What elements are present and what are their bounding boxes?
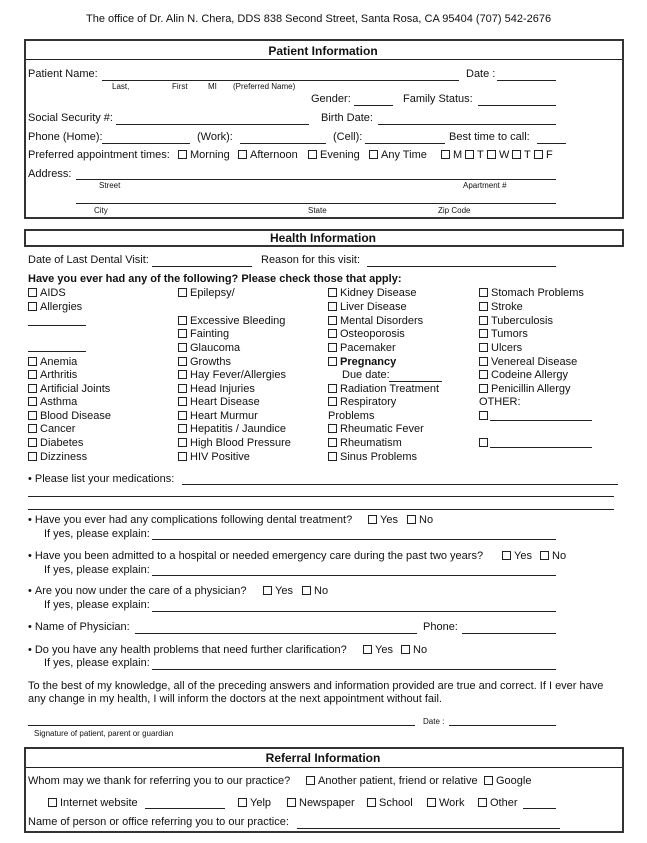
patient-name-label: Patient Name: [28, 68, 98, 80]
cond-growths[interactable]: Growths [178, 356, 231, 368]
referral-title: Referral Information [265, 751, 381, 765]
phone-cell-field[interactable] [365, 143, 445, 144]
cond-cancer[interactable]: Cancer [28, 423, 75, 435]
other-field-2[interactable] [490, 447, 592, 448]
cond-pregnancy[interactable]: Pregnancy [328, 356, 396, 368]
ref-name-field[interactable] [297, 828, 560, 829]
cond-glaucoma[interactable]: Glaucoma [178, 342, 240, 354]
anytime-checkbox[interactable]: Any Time [369, 149, 427, 161]
phone-work-field[interactable] [240, 143, 326, 144]
cond-codeine[interactable]: Codeine Allergy [479, 369, 568, 381]
cond-aids[interactable]: AIDS [28, 287, 66, 299]
afternoon-checkbox[interactable]: Afternoon [238, 149, 298, 161]
cond-liver[interactable]: Liver Disease [328, 301, 407, 313]
ssn-field[interactable] [116, 124, 309, 125]
dental-form-page: The office of Dr. Alin N. Chera, DDS 838 Second Street, Santa Rosa, CA 95404 (707) 542-2676 Patient Information Patient Name: Date : Last, First MI (Preferred Name) Gender: Family Status: Social Security #: Birth Date: Phone (Home): (Work): (Cell): Best time to call: Preferred appointment times: Morning Afternoon Evening Any Time M T W T F Address: Street Apartment # City State Zip Code Health Information Date of Last Dental Visit: Reason for this visit: Have you ever had any of the following? Please check those that apply: AIDS Allergies Anemia Arthritis Artificial Joints Asthma Blood Disease Cancer Diabetes Dizziness Epilepsy/ Excessive Bleeding Fainting Glaucoma Growths Hay Fever/Allergies Head Injuries Heart Disease Heart Murmur Hepatitis / Jaundice High Blood Pressure HIV Positive Kidney Disease Liver Disease Mental Disorders Osteoporosis Pacemaker Pregnancy Due date: Radiation Treatment Respiratory Problems Rheumatic Fever Rheumatism Sinus Problems Stomach Problems Stroke Tuberculosis Tumors Ulcers Venereal Disease Codeine Allergy Penicillin Allergy OTHER: • Please list your medications: • Have you ever had any complications following dental treatment? Yes No If yes, please explain: • Have you been admitted to a hospital or needed emergency care during the past two years? Yes No If yes, please explain: • Are you now under the care of a physician? Yes No If yes, please explain: • Name of Physician: Phone: • Do you have any health problems that need further clarification? Yes No If yes, please explain: To the best of my knowledge, all of the preceding answers and information provided are true and correct. If I ever have any change in my health, I will inform the doctors at the next appointment without fail. Date : Signature of patient, parent or guardian Referral Information Whom may we thank for referring you to our practice? Another patient, friend or relative Google Internet website Yelp Newspaper School Work Other Name of person or office referring you to our practice: [0, 0, 647, 843]
cond-respiratory[interactable]: Respiratory [328, 396, 396, 408]
complications-no[interactable]: No [407, 514, 433, 526]
date-label: Date : [466, 68, 496, 80]
ref-school[interactable]: School [367, 797, 413, 809]
cond-stroke[interactable]: Stroke [479, 301, 523, 313]
hospital-explain-field[interactable] [152, 575, 556, 576]
cond-osteoporosis[interactable]: Osteoporosis [328, 328, 405, 340]
cond-head-injuries[interactable]: Head Injuries [178, 383, 255, 395]
cond-venereal[interactable]: Venereal Disease [479, 356, 577, 368]
medications-label: • Please list your medications: [28, 473, 174, 485]
ref-google[interactable]: Google [484, 775, 531, 787]
hospital-no[interactable]: No [540, 550, 566, 562]
cond-tumors[interactable]: Tumors [479, 328, 528, 340]
birth-date-field[interactable] [378, 124, 556, 125]
morning-checkbox[interactable]: Morning [178, 149, 230, 161]
complications-yes[interactable]: Yes [368, 514, 398, 526]
day-t-checkbox[interactable]: T [465, 149, 484, 161]
physician-phone-field[interactable] [462, 633, 556, 634]
physician-explain-field[interactable] [152, 611, 556, 612]
cond-rheumatic-fever[interactable]: Rheumatic Fever [328, 423, 424, 435]
other-field-1[interactable] [490, 420, 592, 421]
cond-heart-disease[interactable]: Heart Disease [178, 396, 260, 408]
cond-rheumatism[interactable]: Rheumatism [328, 437, 402, 449]
patient-info-title: Patient Information [268, 44, 378, 58]
hospital-yes[interactable]: Yes [502, 550, 532, 562]
due-date-field[interactable] [389, 381, 442, 382]
office-header: The office of Dr. Alin N. Chera, DDS 838 Second Street, Santa Rosa, CA 95404 (707) 542-2676 [86, 13, 552, 25]
phone-home-field[interactable] [102, 143, 190, 144]
cond-asthma[interactable]: Asthma [28, 396, 77, 408]
best-time-field[interactable] [537, 143, 566, 144]
problems-explain-field[interactable] [152, 669, 556, 670]
cond-high-blood-pressure[interactable]: High Blood Pressure [178, 437, 291, 449]
evening-checkbox[interactable]: Evening [308, 149, 360, 161]
cond-mental[interactable]: Mental Disorders [328, 315, 423, 327]
cond-hay-fever[interactable]: Hay Fever/Allergies [178, 369, 286, 381]
conditions-question: Have you ever had any of the following? Please check those that apply: [28, 273, 402, 285]
ref-newspaper[interactable]: Newspaper [287, 797, 355, 809]
day-th-checkbox[interactable]: T [512, 149, 531, 161]
physician-no[interactable]: No [302, 585, 328, 597]
cond-hiv[interactable]: HIV Positive [178, 451, 250, 463]
statement-line-2: any change in my health, I will inform the doctors at the next appointment without fail. [28, 693, 442, 705]
reason-field[interactable] [367, 266, 556, 267]
last-visit-field[interactable] [152, 266, 252, 267]
physician-yes[interactable]: Yes [263, 585, 293, 597]
cond-arthritis[interactable]: Arthritis [28, 369, 77, 381]
cond-dizziness[interactable]: Dizziness [28, 451, 87, 463]
signature-date-field[interactable] [449, 725, 556, 726]
cond-hepatitis[interactable]: Hepatitis / Jaundice [178, 423, 286, 435]
cond-pacemaker[interactable]: Pacemaker [328, 342, 396, 354]
street-field[interactable] [76, 179, 556, 180]
cond-heart-murmur[interactable]: Heart Murmur [178, 410, 258, 422]
cond-excessive-bleeding[interactable]: Excessive Bleeding [178, 315, 285, 327]
ref-work[interactable]: Work [427, 797, 464, 809]
patient-info-section [24, 39, 624, 219]
cond-stomach[interactable]: Stomach Problems [479, 287, 584, 299]
family-status-field[interactable] [478, 105, 556, 106]
signature-field[interactable] [28, 725, 415, 726]
ref-other[interactable]: Other [478, 797, 518, 809]
day-f-checkbox[interactable]: F [534, 149, 553, 161]
ref-yelp[interactable]: Yelp [238, 797, 271, 809]
patient-name-field[interactable] [102, 80, 459, 81]
cond-radiation[interactable]: Radiation Treatment [328, 383, 439, 395]
cond-fainting[interactable]: Fainting [178, 328, 229, 340]
gender-field[interactable] [354, 105, 393, 106]
problems-no[interactable]: No [401, 644, 427, 656]
cond-kidney[interactable]: Kidney Disease [328, 287, 416, 299]
cond-penicillin[interactable]: Penicillin Allergy [479, 383, 570, 395]
day-m-checkbox[interactable]: M [441, 149, 462, 161]
cond-allergies[interactable]: Allergies [28, 301, 82, 313]
cond-sinus[interactable]: Sinus Problems [328, 451, 417, 463]
cond-tuberculosis[interactable]: Tuberculosis [479, 315, 553, 327]
cond-artificial-joints[interactable]: Artificial Joints [28, 383, 110, 395]
ref-another-patient[interactable]: Another patient, friend or relative [306, 775, 478, 787]
complications-explain-field[interactable] [152, 539, 556, 540]
ref-internet[interactable]: Internet website [48, 797, 138, 809]
day-w-checkbox[interactable]: W [487, 149, 509, 161]
date-field[interactable] [497, 80, 556, 81]
medications-field[interactable] [182, 484, 618, 485]
ref-internet-field[interactable] [145, 808, 225, 809]
cond-ulcers[interactable]: Ulcers [479, 342, 522, 354]
cond-blood-disease[interactable]: Blood Disease [28, 410, 111, 422]
physician-name-field[interactable] [135, 633, 417, 634]
cond-epilepsy[interactable]: Epilepsy/ [178, 287, 235, 299]
cond-diabetes[interactable]: Diabetes [28, 437, 83, 449]
problems-yes[interactable]: Yes [363, 644, 393, 656]
ref-other-field[interactable] [523, 808, 556, 809]
health-info-title: Health Information [269, 231, 376, 245]
statement-line-1: To the best of my knowledge, all of the preceding answers and information provided are true and correct. If I ever have [28, 680, 604, 692]
cond-anemia[interactable]: Anemia [28, 356, 77, 368]
city-state-zip-field[interactable] [76, 203, 556, 204]
